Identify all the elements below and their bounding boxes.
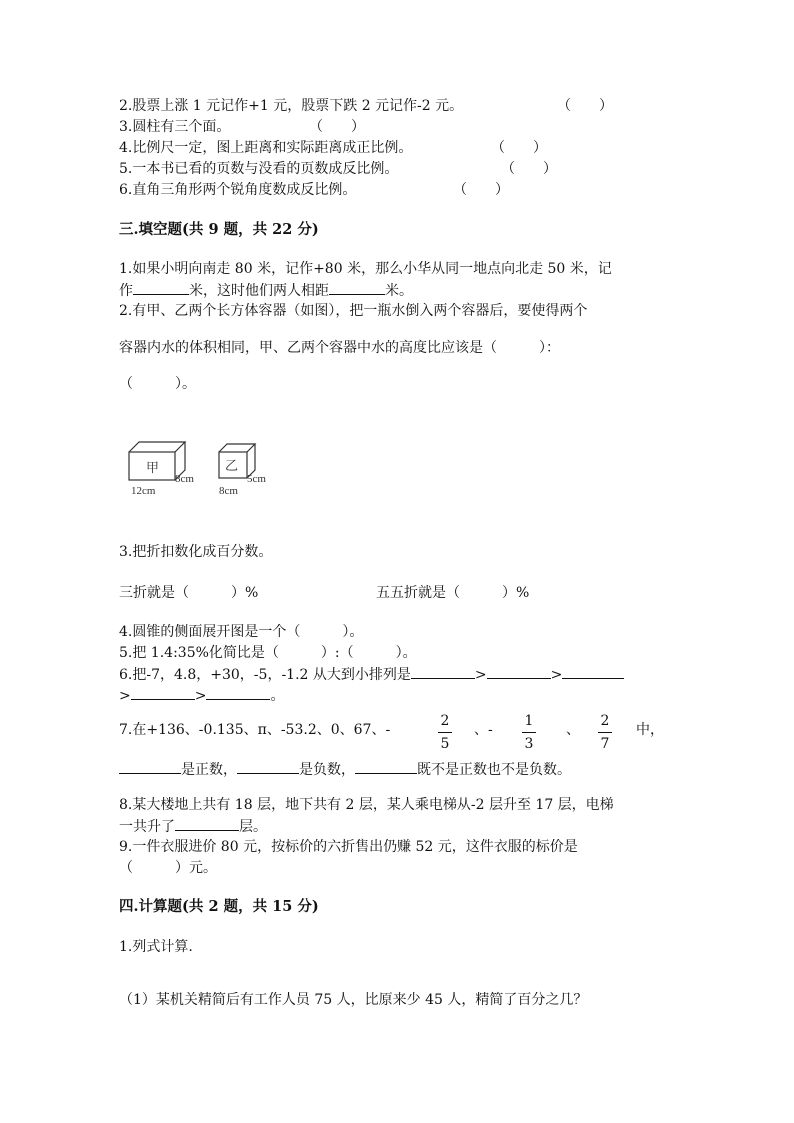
- s4-q1-1: （1）某机关精简后有工作人员 75 人，比原来少 45 人，精简了百分之几？: [119, 992, 588, 1008]
- box-yi-height: 5cm: [247, 473, 266, 485]
- q2-line3: （ ）。: [119, 376, 196, 392]
- fraction-2-7: 2 7: [597, 713, 613, 752]
- q7-line2: 是正数， 是负数， 既不是正数也不是负数。: [119, 759, 571, 780]
- container-figure: [119, 430, 289, 500]
- answer-blank[interactable]: [206, 685, 270, 700]
- box-jia-height: 8cm: [175, 473, 194, 485]
- section-title-calculation: 四.计算题(共 2 题，共 15 分): [119, 898, 319, 915]
- judge-item-4: 4.比例尺一定，图上距离和实际距离成正比例。 （ ）: [119, 140, 547, 156]
- fraction-2-5: 2 5: [437, 713, 453, 752]
- q9-line1: 9.一件衣服进价 80 元，按标价的六折售出仍赚 52 元，这件衣服的标价是: [119, 839, 578, 855]
- answer-blank[interactable]: [175, 816, 239, 831]
- q1-line1: 1.如果小明向南走 80 米，记作+80 米，那么小华从同一地点向北走 50 米，记: [119, 261, 612, 277]
- s4-q1: 1.列式计算.: [119, 939, 193, 955]
- q6-line2: > > 。: [119, 685, 284, 706]
- answer-blank[interactable]: [487, 664, 551, 679]
- answer-blank[interactable]: [133, 280, 189, 295]
- answer-blank[interactable]: [355, 759, 417, 774]
- answer-blank[interactable]: [411, 664, 475, 679]
- q8-line1: 8.某大楼地上共有 18 层，地下共有 2 层，某人乘电梯从-2 层升至 17 层，电梯: [119, 797, 614, 813]
- answer-paren[interactable]: （ ）: [557, 98, 613, 114]
- answer-blank[interactable]: [237, 759, 299, 774]
- judge-item-5: 5.一本书已看的页数与没看的页数成反比例。 （ ）: [119, 161, 557, 177]
- box-jia-width: 12cm: [131, 485, 156, 497]
- box-jia-label: 甲: [146, 460, 160, 475]
- q3-line1: 3.把折扣数化成百分数。: [119, 544, 273, 560]
- judge-item-2: 2.股票上涨 1 元记作+1 元，股票下跌 2 元记作-2 元。 （ ）: [119, 98, 613, 114]
- answer-blank[interactable]: [562, 664, 624, 679]
- q7-sep2: 、: [566, 722, 580, 738]
- q3-right: 五五折就是（ ）%: [376, 585, 530, 601]
- answer-blank[interactable]: [329, 280, 385, 295]
- q7-line1: 7.在+136、-0.135、π、-53.2、0、67、-: [119, 722, 391, 738]
- answer-paren[interactable]: （ ）: [491, 140, 547, 156]
- answer-paren[interactable]: （ ）: [501, 161, 557, 177]
- answer-blank[interactable]: [119, 759, 181, 774]
- q7-sep1: 、-: [474, 722, 493, 738]
- box-yi-label: 乙: [225, 458, 239, 473]
- q2-line2: 容器内水的体积相同，甲、乙两个容器中水的高度比应该是（ ）：: [119, 340, 560, 356]
- q4: 4.圆锥的侧面展开图是一个（ ）。: [119, 624, 364, 640]
- q8-line2: 一共升了 层。: [119, 816, 267, 837]
- q6-line1: 6.把-7，4.8，+30，-5，-1.2 从大到小排列是 > >: [119, 664, 624, 685]
- q2-line1: 2.有甲、乙两个长方体容器（如图），把一瓶水倒入两个容器后，要使得两个: [119, 303, 588, 319]
- judge-item-3: 3.圆柱有三个面。 （ ）: [119, 119, 365, 135]
- answer-paren[interactable]: （ ）: [453, 182, 509, 198]
- q3-left: 三折就是（ ）%: [119, 585, 259, 601]
- answer-paren[interactable]: （ ）: [309, 119, 365, 135]
- q7-end: 中，: [636, 722, 664, 738]
- fraction-1-3: 1 3: [521, 713, 537, 752]
- box-yi-width: 8cm: [219, 485, 238, 497]
- judge-item-6: 6.直角三角形两个锐角度数成反比例。 （ ）: [119, 182, 509, 198]
- q9-line2: （ ）元。: [119, 860, 217, 876]
- q5: 5.把 1.4:35%化简比是（ ）:（ ）。: [119, 645, 417, 661]
- section-title-fill-in: 三.填空题(共 9 题，共 22 分): [119, 221, 319, 238]
- q1-line2: 作 米，这时他们两人相距 米。: [119, 280, 413, 301]
- answer-blank[interactable]: [131, 685, 195, 700]
